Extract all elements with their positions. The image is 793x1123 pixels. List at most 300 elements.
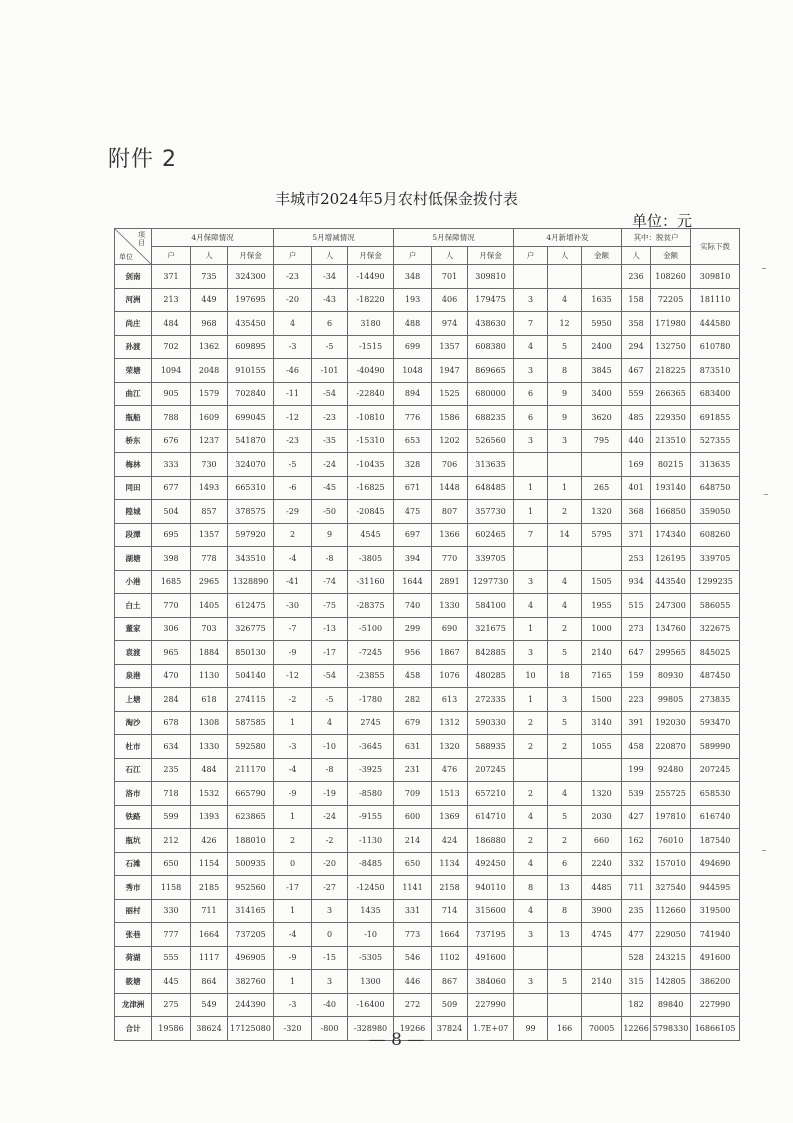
table-cell: -6 bbox=[274, 476, 312, 500]
table-cell: 711 bbox=[191, 899, 228, 923]
table-cell: 3620 bbox=[582, 406, 622, 430]
corner-item-label: 项 目 bbox=[138, 231, 145, 247]
table-body bbox=[115, 265, 740, 1041]
unit-name-cell: 上塘 bbox=[115, 688, 152, 712]
table-cell bbox=[548, 453, 582, 477]
table-cell: -8 bbox=[312, 758, 348, 782]
table-cell: 368 bbox=[622, 500, 651, 524]
unit-name-cell: 董家 bbox=[115, 617, 152, 641]
table-cell: 299 bbox=[394, 617, 432, 641]
table-cell: 968 bbox=[191, 312, 228, 336]
table-cell: 8 bbox=[548, 899, 582, 923]
table-cell: 2 bbox=[274, 523, 312, 547]
table-row bbox=[115, 382, 740, 406]
table-cell: 171980 bbox=[651, 312, 691, 336]
table-cell: -27 bbox=[312, 876, 348, 900]
table-cell: 382760 bbox=[228, 970, 274, 994]
table-cell: 1 bbox=[274, 711, 312, 735]
table-cell: 488 bbox=[394, 312, 432, 336]
table-cell: -3 bbox=[274, 993, 312, 1017]
table-cell: 934 bbox=[622, 570, 651, 594]
table-cell: 590330 bbox=[468, 711, 514, 735]
table-cell: -101 bbox=[312, 359, 348, 383]
table-row bbox=[115, 476, 740, 500]
table-cell: 2965 bbox=[191, 570, 228, 594]
table-cell: 182 bbox=[622, 993, 651, 1017]
table-cell: 273 bbox=[622, 617, 651, 641]
table-cell: 99805 bbox=[651, 688, 691, 712]
table-cell: 688235 bbox=[468, 406, 514, 430]
table-cell: 3 bbox=[514, 288, 548, 312]
table-row bbox=[115, 594, 740, 618]
table-cell: 445 bbox=[152, 970, 191, 994]
table-row bbox=[115, 876, 740, 900]
table-cell: 2030 bbox=[582, 805, 622, 829]
table-cell: 683400 bbox=[691, 382, 740, 406]
table-cell: 1884 bbox=[191, 641, 228, 665]
unit-name-cell: 洛市 bbox=[115, 782, 152, 806]
table-cell: 7 bbox=[514, 523, 548, 547]
table-cell: 3 bbox=[514, 359, 548, 383]
table-cell: 539 bbox=[622, 782, 651, 806]
table-cell: 309810 bbox=[468, 265, 514, 289]
table-cell: 470 bbox=[152, 664, 191, 688]
table-cell: 324070 bbox=[228, 453, 274, 477]
table-cell: 72205 bbox=[651, 288, 691, 312]
table-cell: -10435 bbox=[348, 453, 394, 477]
table-cell: 193140 bbox=[651, 476, 691, 500]
header-row-sub bbox=[115, 247, 740, 265]
table-cell: -15310 bbox=[348, 429, 394, 453]
table-cell bbox=[548, 758, 582, 782]
unit-name-cell: 孙渡 bbox=[115, 335, 152, 359]
header-actual: 实际下拨 bbox=[691, 229, 740, 265]
table-cell: 306 bbox=[152, 617, 191, 641]
table-cell: 331 bbox=[394, 899, 432, 923]
table-cell: 1330 bbox=[432, 594, 468, 618]
table-cell: 613 bbox=[432, 688, 468, 712]
table-cell: 1312 bbox=[432, 711, 468, 735]
table-cell: 477 bbox=[622, 923, 651, 947]
table-cell: -11 bbox=[274, 382, 312, 406]
table-row bbox=[115, 547, 740, 571]
table-cell: -29 bbox=[274, 500, 312, 524]
table-cell: 424 bbox=[432, 829, 468, 853]
unit-name-cell: 剑南 bbox=[115, 265, 152, 289]
unit-name-cell: 袁渡 bbox=[115, 641, 152, 665]
sub-header: 人 bbox=[312, 247, 348, 265]
table-cell: 699 bbox=[394, 335, 432, 359]
corner-unit-label: 单位 bbox=[119, 253, 133, 261]
table-cell: 737205 bbox=[228, 923, 274, 947]
unit-name-cell: 小港 bbox=[115, 570, 152, 594]
table-cell: 3140 bbox=[582, 711, 622, 735]
table-cell: 1513 bbox=[432, 782, 468, 806]
table-cell: 244390 bbox=[228, 993, 274, 1017]
table-cell: -24 bbox=[312, 805, 348, 829]
table-cell: 974 bbox=[432, 312, 468, 336]
table-cell: -8485 bbox=[348, 852, 394, 876]
table-cell: 776 bbox=[394, 406, 432, 430]
table-cell: 1644 bbox=[394, 570, 432, 594]
table-cell: 108260 bbox=[651, 265, 691, 289]
table-cell: 873510 bbox=[691, 359, 740, 383]
table-cell: 807 bbox=[432, 500, 468, 524]
table-cell: 778 bbox=[191, 547, 228, 571]
table-cell bbox=[514, 265, 548, 289]
table-cell: 593470 bbox=[691, 711, 740, 735]
table-cell: 9 bbox=[312, 523, 348, 547]
unit-name-cell: 铁路 bbox=[115, 805, 152, 829]
table-cell: 2140 bbox=[582, 970, 622, 994]
table-cell: 309810 bbox=[691, 265, 740, 289]
table-cell: 212 bbox=[152, 829, 191, 853]
table-cell: -17 bbox=[312, 641, 348, 665]
table-cell: 647 bbox=[622, 641, 651, 665]
table-row bbox=[115, 782, 740, 806]
table-cell: 678 bbox=[152, 711, 191, 735]
table-cell: -20 bbox=[274, 288, 312, 312]
table-cell: 1320 bbox=[432, 735, 468, 759]
table-cell: 680000 bbox=[468, 382, 514, 406]
table-cell: 321675 bbox=[468, 617, 514, 641]
table-cell: 737195 bbox=[468, 923, 514, 947]
header-poverty: 其中：脱贫户 bbox=[622, 229, 691, 247]
table-cell: 327540 bbox=[651, 876, 691, 900]
table-cell: 4 bbox=[548, 782, 582, 806]
table-cell: 695 bbox=[152, 523, 191, 547]
table-cell: 7165 bbox=[582, 664, 622, 688]
table-cell: 384060 bbox=[468, 970, 514, 994]
table-cell: 586055 bbox=[691, 594, 740, 618]
table-cell: 2891 bbox=[432, 570, 468, 594]
table-cell bbox=[582, 453, 622, 477]
table-cell: 515 bbox=[622, 594, 651, 618]
table-cell: 1308 bbox=[191, 711, 228, 735]
table-cell: 4 bbox=[548, 288, 582, 312]
table-cell: 650 bbox=[394, 852, 432, 876]
table-cell: 714 bbox=[432, 899, 468, 923]
table-cell: -10810 bbox=[348, 406, 394, 430]
table-cell: 6 bbox=[548, 852, 582, 876]
table-cell: 394 bbox=[394, 547, 432, 571]
table-cell: 777 bbox=[152, 923, 191, 947]
table-cell: -40490 bbox=[348, 359, 394, 383]
table-cell: 676 bbox=[152, 429, 191, 453]
table-cell: -3645 bbox=[348, 735, 394, 759]
table-cell: 13 bbox=[548, 876, 582, 900]
table-cell: 371 bbox=[152, 265, 191, 289]
table-cell bbox=[582, 758, 622, 782]
header-april: 4月保障情况 bbox=[152, 229, 274, 247]
table-cell: 602465 bbox=[468, 523, 514, 547]
table-cell: 650 bbox=[152, 852, 191, 876]
table-cell bbox=[582, 265, 622, 289]
table-cell: -35 bbox=[312, 429, 348, 453]
table-cell: 588935 bbox=[468, 735, 514, 759]
table-cell: -5 bbox=[274, 453, 312, 477]
sub-header: 户 bbox=[274, 247, 312, 265]
table-cell: 333 bbox=[152, 453, 191, 477]
table-cell: -8 bbox=[312, 547, 348, 571]
table-cell: 690 bbox=[432, 617, 468, 641]
table-cell: 1237 bbox=[191, 429, 228, 453]
header-row-groups bbox=[115, 229, 740, 247]
table-cell: 440 bbox=[622, 429, 651, 453]
table-cell: -19 bbox=[312, 782, 348, 806]
table-cell: 1500 bbox=[582, 688, 622, 712]
table-cell: 37824 bbox=[432, 1017, 468, 1041]
table-cell: 597920 bbox=[228, 523, 274, 547]
table-cell: -54 bbox=[312, 382, 348, 406]
table-cell: 1664 bbox=[191, 923, 228, 947]
unit-name-cell: 桥东 bbox=[115, 429, 152, 453]
table-cell: -9 bbox=[274, 782, 312, 806]
table-cell: 1328890 bbox=[228, 570, 274, 594]
table-cell: 1297730 bbox=[468, 570, 514, 594]
table-cell: 443540 bbox=[651, 570, 691, 594]
header-april-new: 4月新增补发 bbox=[514, 229, 622, 247]
table-cell: 1 bbox=[514, 617, 548, 641]
table-cell: 299565 bbox=[651, 641, 691, 665]
sub-header: 人 bbox=[548, 247, 582, 265]
unit-name-cell: 龙津洲 bbox=[115, 993, 152, 1017]
sub-header: 人 bbox=[432, 247, 468, 265]
table-cell: 0 bbox=[312, 923, 348, 947]
table-cell: 1 bbox=[548, 476, 582, 500]
unit-name-cell: 曲江 bbox=[115, 382, 152, 406]
table-cell: 528 bbox=[622, 946, 651, 970]
unit-name-cell: 石滩 bbox=[115, 852, 152, 876]
table-cell: 4 bbox=[312, 711, 348, 735]
table-cell bbox=[582, 547, 622, 571]
table-cell: 391 bbox=[622, 711, 651, 735]
table-cell: 1320 bbox=[582, 500, 622, 524]
table-cell: 282 bbox=[394, 688, 432, 712]
table-cell: 214 bbox=[394, 829, 432, 853]
table-cell bbox=[514, 993, 548, 1017]
table-row bbox=[115, 923, 740, 947]
table-cell: 2745 bbox=[348, 711, 394, 735]
table-cell: 740 bbox=[394, 594, 432, 618]
table-cell: 7 bbox=[514, 312, 548, 336]
table-cell: 220870 bbox=[651, 735, 691, 759]
table-cell: 5950 bbox=[582, 312, 622, 336]
table-cell: -23 bbox=[274, 429, 312, 453]
table-cell: 546 bbox=[394, 946, 432, 970]
table-cell: 3 bbox=[312, 899, 348, 923]
table-cell: 4745 bbox=[582, 923, 622, 947]
table-cell: 229350 bbox=[651, 406, 691, 430]
table-cell: 1130 bbox=[191, 664, 228, 688]
table-cell: 1435 bbox=[348, 899, 394, 923]
table-cell: 332 bbox=[622, 852, 651, 876]
table-cell: 273835 bbox=[691, 688, 740, 712]
table-cell: 2 bbox=[274, 829, 312, 853]
unit-name-cell: 丽村 bbox=[115, 899, 152, 923]
sub-header: 金额 bbox=[582, 247, 622, 265]
table-cell: 491600 bbox=[468, 946, 514, 970]
unit-name-cell: 淘沙 bbox=[115, 711, 152, 735]
table-cell: 426 bbox=[191, 829, 228, 853]
table-cell: 614710 bbox=[468, 805, 514, 829]
table-cell: 4 bbox=[514, 335, 548, 359]
table-cell: 475 bbox=[394, 500, 432, 524]
table-cell: 330 bbox=[152, 899, 191, 923]
table-cell: 1525 bbox=[432, 382, 468, 406]
table-cell: 592580 bbox=[228, 735, 274, 759]
table-cell: 339705 bbox=[691, 547, 740, 571]
table-cell: 14 bbox=[548, 523, 582, 547]
table-cell: -30 bbox=[274, 594, 312, 618]
table-cell bbox=[548, 993, 582, 1017]
table-cell: 526560 bbox=[468, 429, 514, 453]
table-cell: 315 bbox=[622, 970, 651, 994]
table-cell: 589990 bbox=[691, 735, 740, 759]
table-cell: 166 bbox=[548, 1017, 582, 1041]
table-cell: 6 bbox=[312, 312, 348, 336]
table-cell: 2400 bbox=[582, 335, 622, 359]
table-row bbox=[115, 970, 740, 994]
table-cell: 491600 bbox=[691, 946, 740, 970]
table-cell: 559 bbox=[622, 382, 651, 406]
table-cell: 587585 bbox=[228, 711, 274, 735]
table-cell: 730 bbox=[191, 453, 228, 477]
table-cell: 1947 bbox=[432, 359, 468, 383]
table-cell: 199 bbox=[622, 758, 651, 782]
table-cell: 671 bbox=[394, 476, 432, 500]
table-cell: 134760 bbox=[651, 617, 691, 641]
table-cell: 0 bbox=[274, 852, 312, 876]
table-cell: -7 bbox=[274, 617, 312, 641]
scan-mark bbox=[762, 268, 766, 269]
table-cell: 1320 bbox=[582, 782, 622, 806]
table-cell: 894 bbox=[394, 382, 432, 406]
table-cell: 677 bbox=[152, 476, 191, 500]
table-cell: -1780 bbox=[348, 688, 394, 712]
table-cell: 401 bbox=[622, 476, 651, 500]
table-cell: 12 bbox=[548, 312, 582, 336]
table-cell: 1357 bbox=[432, 335, 468, 359]
table-row bbox=[115, 688, 740, 712]
table-cell: 174340 bbox=[651, 523, 691, 547]
table-cell: 243215 bbox=[651, 946, 691, 970]
table-cell: 213 bbox=[152, 288, 191, 312]
table-cell: 1 bbox=[274, 970, 312, 994]
table-row bbox=[115, 664, 740, 688]
table-cell: 612475 bbox=[228, 594, 274, 618]
table-cell: 476 bbox=[432, 758, 468, 782]
table-cell: 449 bbox=[191, 288, 228, 312]
table-cell: 17125080 bbox=[228, 1017, 274, 1041]
table-cell: 265 bbox=[582, 476, 622, 500]
table-cell: 315600 bbox=[468, 899, 514, 923]
table-cell: -5100 bbox=[348, 617, 394, 641]
table-row bbox=[115, 829, 740, 853]
table-cell: -20 bbox=[312, 852, 348, 876]
unit-name-cell: 杜市 bbox=[115, 735, 152, 759]
table-cell: 2158 bbox=[432, 876, 468, 900]
table-cell: 910155 bbox=[228, 359, 274, 383]
table-cell: 3180 bbox=[348, 312, 394, 336]
table-cell: -328980 bbox=[348, 1017, 394, 1041]
table-cell: 324300 bbox=[228, 265, 274, 289]
table-cell: 255725 bbox=[651, 782, 691, 806]
table-row bbox=[115, 993, 740, 1017]
table-cell: -12450 bbox=[348, 876, 394, 900]
table-cell: 6 bbox=[514, 406, 548, 430]
table-cell: 18 bbox=[548, 664, 582, 688]
table-cell: 4 bbox=[548, 570, 582, 594]
table-row bbox=[115, 523, 740, 547]
table-cell: 3 bbox=[514, 570, 548, 594]
table-cell: 313635 bbox=[468, 453, 514, 477]
table-cell: 179475 bbox=[468, 288, 514, 312]
table-cell: -50 bbox=[312, 500, 348, 524]
table-cell: -1130 bbox=[348, 829, 394, 853]
table-cell: 608380 bbox=[468, 335, 514, 359]
table-cell: 438630 bbox=[468, 312, 514, 336]
table-cell: 965 bbox=[152, 641, 191, 665]
table-row bbox=[115, 641, 740, 665]
table-cell: 1 bbox=[514, 688, 548, 712]
table-cell: 5 bbox=[548, 335, 582, 359]
table-cell: 4 bbox=[514, 852, 548, 876]
table-cell: 5 bbox=[548, 641, 582, 665]
table-cell: 492450 bbox=[468, 852, 514, 876]
table-cell: -24 bbox=[312, 453, 348, 477]
table-cell: 691855 bbox=[691, 406, 740, 430]
table-cell: 795 bbox=[582, 429, 622, 453]
table-cell: 92480 bbox=[651, 758, 691, 782]
table-cell: 1586 bbox=[432, 406, 468, 430]
table-cell: 435450 bbox=[228, 312, 274, 336]
table-cell: 229050 bbox=[651, 923, 691, 947]
table-cell: 12266 bbox=[622, 1017, 651, 1041]
table-cell: 275 bbox=[152, 993, 191, 1017]
table-cell: -7245 bbox=[348, 641, 394, 665]
table-cell: 850130 bbox=[228, 641, 274, 665]
table-cell: 1357 bbox=[191, 523, 228, 547]
table-cell: -23 bbox=[274, 265, 312, 289]
table-cell: 741940 bbox=[691, 923, 740, 947]
table-cell bbox=[548, 946, 582, 970]
table-cell: 2 bbox=[548, 829, 582, 853]
table-cell: 348 bbox=[394, 265, 432, 289]
table-cell: 609895 bbox=[228, 335, 274, 359]
table-cell: 1493 bbox=[191, 476, 228, 500]
table-cell: 773 bbox=[394, 923, 432, 947]
table-cell: 235 bbox=[622, 899, 651, 923]
table-cell: 496905 bbox=[228, 946, 274, 970]
table-cell: 706 bbox=[432, 453, 468, 477]
unit-name-cell: 梅林 bbox=[115, 453, 152, 477]
table-cell: 343510 bbox=[228, 547, 274, 571]
table-cell: 702 bbox=[152, 335, 191, 359]
table-cell: 1158 bbox=[152, 876, 191, 900]
table-cell: 319500 bbox=[691, 899, 740, 923]
table-cell: -3 bbox=[274, 735, 312, 759]
table-cell: 112660 bbox=[651, 899, 691, 923]
table-cell: 703 bbox=[191, 617, 228, 641]
table-cell: 1048 bbox=[394, 359, 432, 383]
table-cell: 339705 bbox=[468, 547, 514, 571]
table-cell: 665790 bbox=[228, 782, 274, 806]
table-cell: 328 bbox=[394, 453, 432, 477]
table-cell: 236 bbox=[622, 265, 651, 289]
sub-header: 户 bbox=[514, 247, 548, 265]
table-cell: 186880 bbox=[468, 829, 514, 853]
